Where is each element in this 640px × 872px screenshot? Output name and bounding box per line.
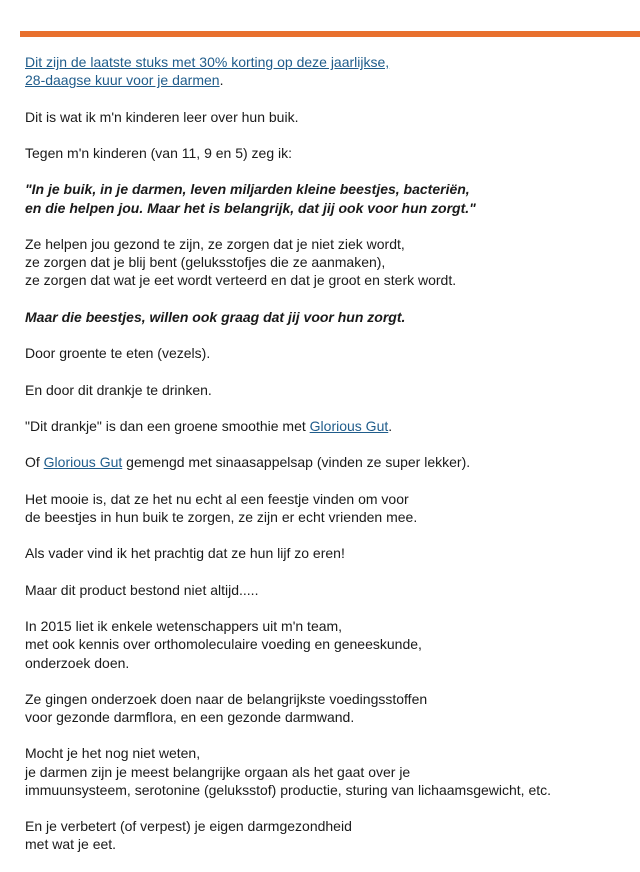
paragraph-smoothie: "Dit drankje" is dan een groene smoothie met Glorious Gut. — [25, 417, 393, 434]
header-accent-bar — [20, 31, 640, 37]
paragraph-2015: In 2015 liet ik enkele wetenschappers uit m'n team, met ook kennis over orthomoleculaire voeding en geneeskunde, onderzoek doen. — [25, 618, 422, 671]
paragraph-research: Ze gingen onderzoek doen naar de belangrijkste voedingsstoffen voor gezonde darmflora, en een gezonde darmwand. — [25, 690, 428, 726]
intro-paragraph: Dit zijn de laatste stuks met 30% korting op deze jaarlijkse, 28-daagse kuur voor je darmen. — [25, 54, 390, 89]
paragraph-kids: Dit is wat ik m'n kinderen leer over hun buik. — [25, 108, 299, 125]
quote-paragraph: "In je buik, in je darmen, leven miljarden kleine beestjes, bacteriën, en die helpen jou. Maar het is belangrijk, dat jij ook voor hun zorgt." — [25, 181, 476, 216]
paragraph-vegetables: Door groente te eten (vezels). — [25, 345, 211, 362]
glorious-gut-link-1[interactable]: Glorious Gut — [309, 417, 389, 434]
paragraph-orange-juice: Of Glorious Gut gemengd met sinaasappelsap (vinden ze super lekker). — [25, 454, 471, 471]
glorious-gut-link-2[interactable]: Glorious Gut — [43, 454, 123, 471]
paragraph-father: Als vader vind ik het prachtig dat ze hun lijf zo eren! — [25, 545, 345, 562]
email-body — [25, 53, 625, 872]
paragraph-care: Maar die beestjes, willen ook graag dat jij voor hun zorgt. — [25, 308, 406, 325]
paragraph-gut-health: En je verbetert (of verpest) je eigen darmgezondheid met wat je eet. — [25, 818, 352, 853]
paragraph-gut-importance: Mocht je het nog niet weten, je darmen zijn je meest belangrijke orgaan als het gaat over je immuunsysteem, serotonine (geluksstof) productie, sturing van lichaamsgewicht, etc. — [25, 745, 552, 798]
paragraph-party: Het mooie is, dat ze het nu echt al een feestje vinden om voor de beestjes in hun buik te zorgen, ze zijn er echt vrienden mee. — [25, 490, 418, 525]
paragraph-drink: En door dit drankje te drinken. — [25, 381, 212, 398]
paragraph-product-history: Maar dit product bestond niet altijd..... — [25, 581, 259, 598]
paragraph-benefits: Ze helpen jou gezond te zijn, ze zorgen dat je niet ziek wordt, ze zorgen dat je blij bent (geluksstofjes die ze aanmaken), ze zorgen dat wat je eet wordt verteerd en dat je groot en sterk wordt. — [25, 235, 457, 289]
offer-link[interactable]: Dit zijn de laatste stuks met 30% korting op deze jaarlijkse, 28-daagse kuur voor je darmen — [25, 54, 390, 89]
paragraph-tell-kids: Tegen m'n kinderen (van 11, 9 en 5) zeg ik: — [25, 144, 293, 161]
